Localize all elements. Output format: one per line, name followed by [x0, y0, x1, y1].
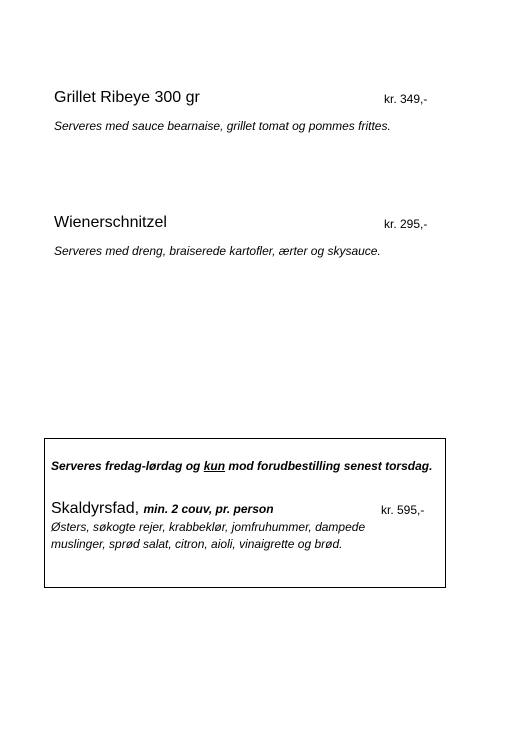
dish-description: Serveres med dreng, braiserede kartofler, ærter og skysauce. — [54, 244, 381, 258]
note-text: Serveres fredag-lørdag og — [51, 459, 204, 473]
note-emphasis: kun — [203, 459, 226, 473]
special-price: kr. 595,- — [381, 503, 425, 517]
special-offer-box — [44, 438, 446, 588]
special-description-line: Østers, søkogte rejer, krabbeklør, jomfruhummer, dampede — [51, 520, 366, 534]
dish-name: Grillet Ribeye 300 gr — [54, 89, 200, 106]
dish-name: Wienerschnitzel — [54, 214, 167, 231]
special-item-header — [51, 500, 441, 520]
dish-description: Serveres med sauce bearnaise, grillet tomat og pommes frittes. — [54, 119, 391, 133]
menu-item-wienerschnitzel — [54, 214, 454, 258]
menu-item-ribeye — [54, 89, 454, 133]
note-text: mod forudbestilling senest torsdag. — [225, 459, 433, 473]
dish-price: kr. 349,- — [384, 92, 428, 106]
special-item-name — [51, 500, 274, 518]
special-description-line: muslinger, sprød salat, citron, aioli, vinaigrette og brød. — [51, 537, 343, 551]
dish-price: kr. 295,- — [384, 217, 428, 231]
special-description — [51, 519, 431, 553]
special-availability-note — [51, 459, 432, 473]
menu-item-header — [54, 89, 454, 111]
special-name: Skaldyrsfad, — [51, 500, 144, 517]
menu-item-header — [54, 214, 454, 236]
special-qualifier: min. 2 couv, pr. person — [143, 502, 274, 516]
